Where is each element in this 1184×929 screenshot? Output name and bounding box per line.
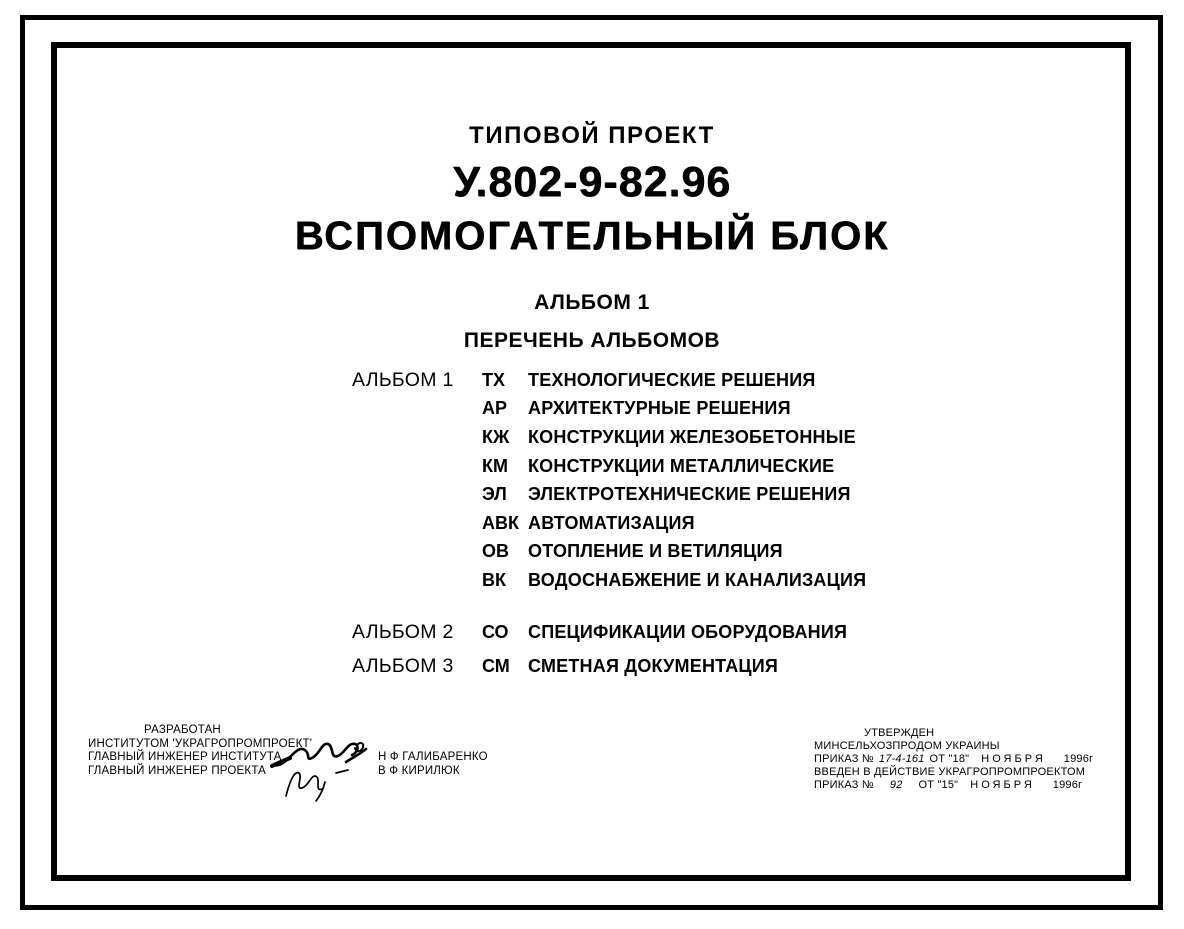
code-cell: ТХ (482, 369, 506, 390)
code-cell: КМ (482, 455, 508, 476)
title-cell: ТЕХНОЛОГИЧЕСКИЕ РЕШЕНИЯ (528, 369, 816, 390)
project-title: ВСПОМОГАТЕЛЬНЫЙ БЛОК (294, 214, 890, 258)
table-row (352, 395, 866, 424)
code-cell: ВК (482, 569, 506, 590)
approved-org: МИНСЕЛЬХОЗПРОДОМ УКРАИНЫ (814, 740, 1000, 752)
order-1-line (814, 753, 1093, 766)
album-cell: АЛЬБОМ 1 (352, 368, 454, 391)
order-1-label: ПРИКАЗ № (814, 753, 874, 765)
code-cell: СО (482, 621, 509, 642)
role-project-engineer: ГЛАВНЫЙ ИНЖЕНЕР ПРОЕКТА (88, 765, 267, 778)
enacted-line: ВВЕДЕН В ДЕЙСТВИЕ УКРАГРОПРОМПРОЕКТОМ (814, 766, 1086, 778)
code-cell: АР (482, 398, 508, 419)
title-cell: ОТОПЛЕНИЕ И ВЕТИЛЯЦИЯ (528, 541, 783, 562)
project-code: У.802-9-82.96 (452, 158, 732, 206)
doc-type-heading: ТИПОВОЙ ПРОЕКТ (469, 122, 715, 149)
table-row (352, 649, 847, 683)
title-cell: АВТОМАТИЗАЦИЯ (528, 512, 695, 533)
code-cell: ЭЛ (482, 484, 507, 505)
signer-names (378, 751, 488, 778)
developed-org: ИНСТИТУТОМ 'УКРАГРОПРОМПРОЕКТ' (88, 737, 313, 750)
title-cell: ВОДОСНАБЖЕНИЕ И КАНАЛИЗАЦИЯ (528, 569, 867, 590)
order-1-from: ОТ "18" (929, 753, 970, 765)
title-cell: КОНСТРУКЦИИ МЕТАЛЛИЧЕСКИЕ (528, 455, 835, 476)
order-1-year: 1996г (1063, 753, 1094, 765)
developed-heading: РАЗРАБОТАН (144, 724, 221, 736)
title-cell: АРХИТЕКТУРНЫЕ РЕШЕНИЯ (528, 398, 791, 419)
albums-table (352, 366, 866, 595)
table-row (352, 538, 866, 567)
table-row (352, 366, 866, 395)
table-row (352, 423, 866, 452)
albums-table-extra (352, 615, 847, 683)
role-institute-engineer: ГЛАВНЫЙ ИНЖЕНЕР ИНСТИТУТА (88, 751, 282, 764)
album-cell: АЛЬБОМ 2 (352, 620, 454, 643)
title-cell: СПЕЦИФИКАЦИИ ОБОРУДОВАНИЯ (528, 621, 848, 642)
album-number-heading: АЛЬБОМ 1 (534, 291, 650, 314)
order-2-line (814, 779, 1093, 792)
albums-list-heading: ПЕРЕЧЕНЬ АЛЬБОМОВ (463, 329, 721, 352)
title-cell: ЭЛЕКТРОТЕХНИЧЕСКИЕ РЕШЕНИЯ (528, 484, 851, 505)
code-cell: АВК (482, 512, 519, 533)
approved-block (814, 727, 1093, 792)
code-cell: КЖ (482, 426, 510, 447)
table-row (352, 452, 866, 481)
signer-name-institute-engineer: Н Ф ГАЛИБАРЕНКО (378, 751, 488, 763)
table-row (352, 566, 866, 595)
title-cell: КОНСТРУКЦИИ ЖЕЛЕЗОБЕТОННЫЕ (528, 426, 856, 447)
order-1-month: НОЯБРЯ (981, 753, 1046, 765)
order-2-year: 1996г (1052, 779, 1083, 791)
project-engineer-signature (278, 764, 362, 804)
table-row (352, 509, 866, 538)
approved-heading: УТВЕРЖДЕН (864, 727, 935, 739)
title-cell: СМЕТНАЯ ДОКУМЕНТАЦИЯ (528, 655, 779, 676)
album-cell: АЛЬБОМ 3 (352, 654, 454, 677)
signer-name-project-engineer: В Ф КИРИЛЮК (378, 764, 460, 777)
code-cell: СМ (482, 655, 510, 676)
order-2-label: ПРИКАЗ № (814, 779, 874, 791)
order-2-number: 92 (889, 779, 903, 791)
order-2-month: НОЯБРЯ (970, 779, 1035, 791)
table-row (352, 480, 866, 509)
code-cell: ОВ (482, 541, 509, 562)
order-1-number: 17-4-161 (878, 753, 925, 765)
table-row (352, 615, 847, 649)
order-2-from: ОТ "15" (918, 779, 959, 791)
